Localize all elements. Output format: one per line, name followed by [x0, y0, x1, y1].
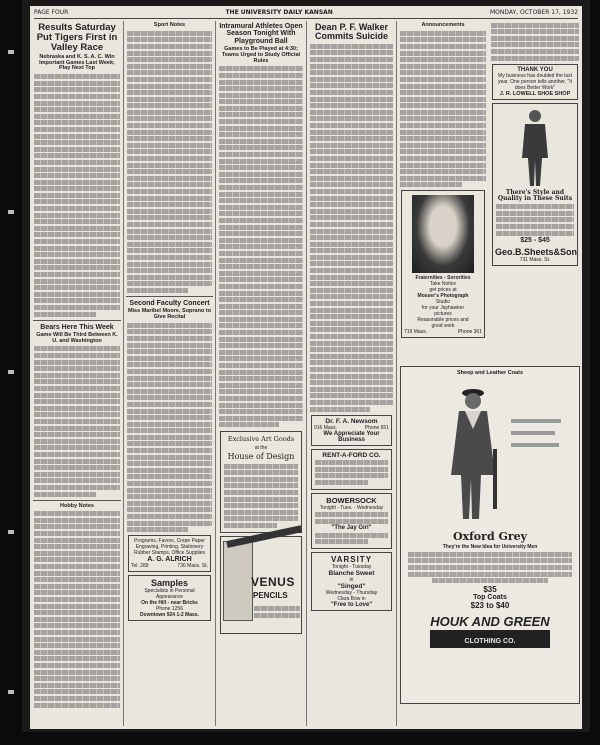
- ad-fine-print: [253, 605, 301, 620]
- column-3: [218, 21, 304, 726]
- ad-mosser-studio: [401, 190, 485, 338]
- column-5: [399, 21, 487, 356]
- man-in-overcoat-illustration: [401, 379, 579, 529]
- ad-address: 719 Mass.: [404, 329, 428, 336]
- ad-line: 916 Mass.: [314, 424, 338, 431]
- showtime: Tonight - Tues. - Wednesday: [319, 504, 384, 511]
- subhead-intramural: Games to Be Played at 4:30; Teams Urged to Study Official Rules: [221, 46, 301, 64]
- article-body: [399, 31, 487, 188]
- ad-line: Studio: [435, 299, 451, 306]
- article-body: [33, 511, 121, 707]
- headline-hobby-notes: Hobby Notes: [60, 502, 94, 509]
- ad-address: 731 Mass. St.: [519, 257, 551, 264]
- ad-samples: [128, 575, 211, 621]
- showtime: Tonight - Tuesday: [331, 564, 372, 571]
- article-body: [33, 346, 121, 496]
- ad-suits-price: $25 - $45: [520, 237, 550, 245]
- article-body: [126, 31, 213, 293]
- headline-bears: Bears Here This Week: [40, 323, 114, 331]
- ad-line: for your Jayhawker: [421, 305, 465, 312]
- article-body: [126, 323, 213, 532]
- ad-line: Phone 651: [364, 424, 389, 431]
- ad-newsom-name: Dr. F. A. Newsom: [325, 417, 378, 425]
- ad-line: in: [349, 577, 354, 584]
- suit-figure-icon: [515, 108, 555, 188]
- ad-line: at the: [254, 445, 268, 452]
- issue-date: MONDAY, OCTOBER 17, 1932: [489, 9, 578, 16]
- portrait-photo: [412, 195, 474, 273]
- feature-title: "The Jay Girl": [331, 525, 372, 532]
- page-number: PAGE FOUR: [34, 9, 69, 16]
- ad-samples-title: Samples: [150, 578, 189, 589]
- headline-dean-walker: Dean P. F. Walker Commits Suicide: [314, 22, 389, 42]
- ad-line: Reasonable prices and: [417, 317, 469, 324]
- ad-houk-and-green: [400, 366, 580, 704]
- ad-line: House of Design: [227, 452, 295, 462]
- ad-oxford-subline: They're the New Idea for University Men: [442, 544, 538, 551]
- column-2: [126, 21, 213, 726]
- newspaper-page: [30, 6, 582, 729]
- sprocket-hole: [8, 50, 14, 54]
- ad-sheets-name: Geo.B.Sheets&Son: [495, 247, 578, 258]
- feature-title: "Singed": [337, 583, 366, 591]
- ad-body: [401, 552, 579, 583]
- ad-line: Fraternities - Sororities: [415, 275, 471, 282]
- ad-bowersock: [311, 493, 392, 550]
- ad-line: get prices at: [429, 287, 457, 294]
- overcoat-figure-icon: [401, 379, 579, 529]
- ad-varsity: [311, 552, 392, 611]
- column-6: [490, 21, 580, 356]
- ad-oxford-headline: Oxford Grey: [452, 529, 528, 543]
- feature-title: "Free to Love": [330, 602, 373, 609]
- article-body: [218, 66, 304, 427]
- star-name: Clara Bow in: [337, 596, 366, 603]
- ad-line: Programs, Favors, Crepe Paper: [134, 538, 205, 545]
- ad-phone: Tel. 289: [131, 563, 149, 570]
- pencil-box-graphic: [223, 541, 253, 621]
- man-in-suit-illustration: [515, 108, 555, 188]
- column-rule: [123, 21, 124, 726]
- price-main: $35: [483, 584, 497, 594]
- ad-line: On the Hill - near Bricks: [141, 600, 198, 607]
- ad-brand-sub: [430, 630, 550, 648]
- ad-phone: Phone 361: [457, 329, 482, 336]
- ad-line: My business has doubled the last year. One person tells another, "It does Better Work": [497, 72, 573, 91]
- column-4: [309, 21, 394, 726]
- ad-house-of-design: [220, 431, 302, 532]
- headline-faculty-concert: Second Faculty Concert: [129, 299, 210, 307]
- article-body: [309, 44, 394, 412]
- headline-sport-notes: Sport Notes: [153, 22, 186, 28]
- star-name: Blanche Sweet: [328, 570, 375, 578]
- sprocket-hole: [8, 370, 14, 374]
- theater-bowersock: BOWERSOCK: [326, 495, 377, 505]
- sprocket-hole: [8, 690, 14, 694]
- sprocket-hole: [8, 530, 14, 534]
- ad-line: Engraving, Printing, Stationery: [135, 544, 204, 551]
- column-rule: [215, 21, 216, 726]
- ad-line: Downtown 924 1-2 Mass.: [140, 612, 199, 619]
- ad-top-label: Sheep and Leather Coats: [456, 370, 524, 376]
- ad-venus-pencils: [220, 536, 302, 634]
- ad-suits-headline: There's Style and Quality in These Suits: [497, 188, 573, 202]
- ad-line: Exclusive Art Goods: [227, 435, 295, 444]
- ad-sheets-suits: [492, 103, 578, 267]
- ad-rent-name: RENT-A-FORD CO.: [322, 451, 381, 459]
- showtime: Wednesday - Thursday: [325, 590, 378, 597]
- price-label: Top Coats: [473, 593, 507, 601]
- ad-line: We Appreciate Your Business: [323, 430, 380, 443]
- ad-line: Specialists in Personal: [144, 588, 195, 595]
- column-rule: [396, 21, 397, 726]
- ad-line: Take Notice: [429, 281, 457, 288]
- ad-brand: HOUK AND GREEN: [430, 613, 550, 629]
- ad-line: Mosser's Photograph: [417, 293, 469, 300]
- ad-address: 736 Mass. St.: [177, 563, 208, 570]
- classified-text: [490, 23, 580, 61]
- ad-lowell-shoe-shop: [492, 64, 578, 100]
- venus-brand: VENUS: [251, 574, 295, 589]
- ad-alrich: [128, 535, 211, 572]
- ad-line: good work: [431, 323, 455, 330]
- sprocket-hole: [8, 210, 14, 214]
- ad-line: Phone 1256: [156, 606, 183, 613]
- subhead-tigers: Nebraska and K. S. A. C. Win Important Games Last Week; Play Next Top: [39, 53, 115, 72]
- ad-line: Appearance: [156, 594, 183, 601]
- ad-thank-you: THANK YOU: [517, 66, 553, 73]
- theater-varsity: VARSITY: [330, 555, 373, 565]
- film-border-bottom: [0, 732, 600, 745]
- subhead-bears: Game Will Be Third Between K. U. and Washington: [36, 331, 118, 344]
- ad-line: pictures: [434, 311, 452, 318]
- headline-tigers: Results Saturday Put Tigers First in Valley Race: [36, 22, 118, 53]
- headline-intramural: Intramural Athletes Open Season Tonight With Playground Ball: [219, 23, 303, 45]
- column-1: [33, 21, 121, 726]
- ad-brand-sub-text: CLOTHING CO.: [464, 637, 516, 645]
- headline-announcements: Announcements: [421, 22, 465, 28]
- film-border-right: [590, 0, 600, 745]
- ad-signature: J. R. LOWELL SHOE SHOP: [499, 90, 571, 97]
- paper-title: THE UNIVERSITY DAILY KANSAN: [225, 9, 333, 16]
- article-body: [33, 74, 121, 316]
- price-range: $23 to $40: [470, 600, 510, 610]
- masthead: [34, 9, 578, 19]
- ad-alrich-name: A. G. ALRICH: [147, 556, 192, 564]
- ad-line: Rubber Stamps, Office Supplies: [133, 550, 206, 557]
- venus-sub: PENCILS: [253, 590, 288, 600]
- subhead-faculty-concert: Miss Maribel Moore, Soprano to Give Recital: [127, 308, 212, 321]
- ad-rent-a-ford: [311, 449, 392, 490]
- column-rule: [306, 21, 307, 726]
- ad-newsom: [311, 415, 392, 446]
